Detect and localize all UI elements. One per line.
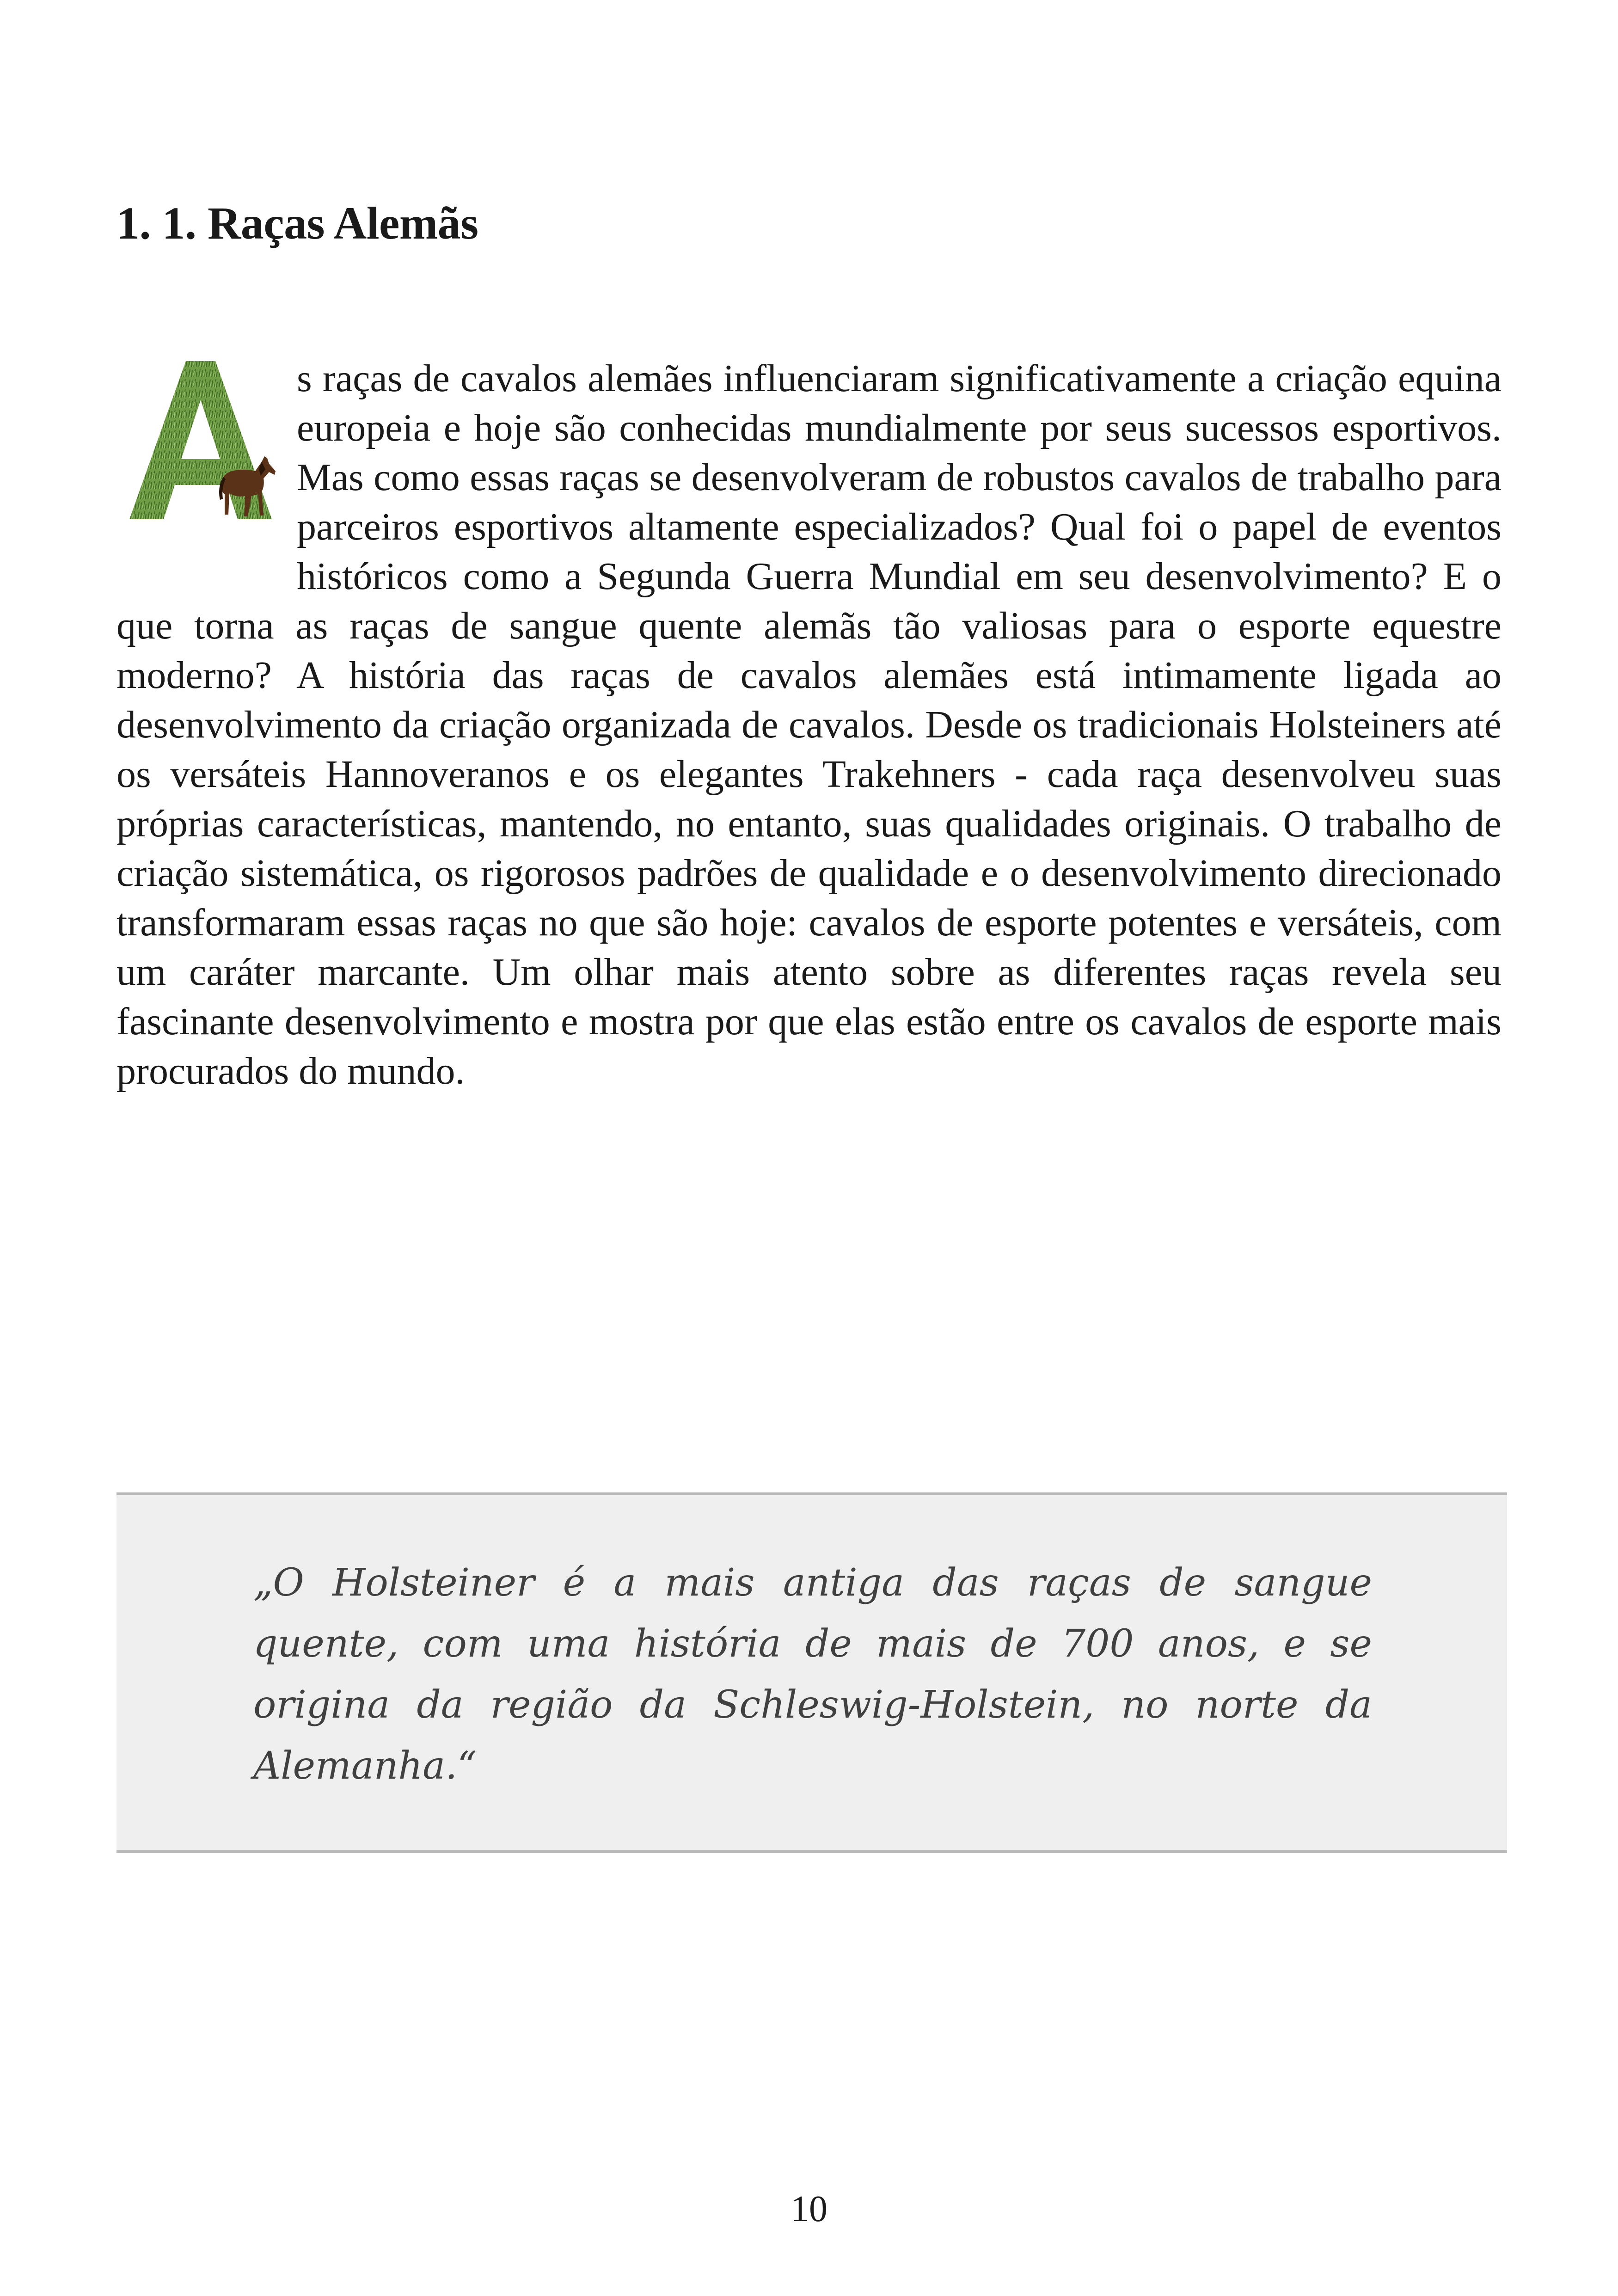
page-number: 10 (791, 2189, 827, 2229)
grass-letter-with-horse-icon (116, 357, 283, 524)
section-heading: 1. 1. Raças Alemãs (116, 197, 478, 249)
drop-cap (116, 357, 283, 555)
pull-quote-box (116, 1492, 1507, 1853)
intro-text: s raças de cavalos alemães influenciaram significativamente a criação equina europeia e hoje são conhecidas mundialmente por seus sucessos esportivos. Mas como essas raças se desenvolveram de robustos cavalos de trabalho para parceiros esportivos altamente especializados? Qual foi o papel de eventos históricos como a Segunda Guerra Mundial em seu desenvolvimento? E o que torna as raças de sangue quente alemãs tão valiosas para o esporte equestre moderno? A história das raças de cavalos alemães está intimamente ligada ao desenvolvimento da criação organizada de cavalos. Desde os tradicionais Holsteiners até os versáteis Hannoveranos e os elegantes Trakehners - cada raça desenvolveu suas próprias características, mantendo, no entanto, suas qualidades originais. O trabalho de criação sistemática, os rigorosos padrões de qualidade e o desenvolvimento direcionado transformaram essas raças no que são hoje: cavalos de esporte potentes e versáteis, com um caráter marcante. Um olhar mais atento sobre as diferentes raças revela seu fascinante desenvolvimento e mostra por que elas estão entre os cavalos de esporte mais procurados do mundo. (116, 357, 1502, 1093)
intro-paragraph (116, 354, 1502, 1096)
pull-quote-text: „O Holsteiner é a mais antiga das raças de sangue quente, com uma história de mais de 700 anos, e se origina da região da Schleswig-Holstein, no norte da Alemanha.“ (253, 1561, 1372, 1788)
